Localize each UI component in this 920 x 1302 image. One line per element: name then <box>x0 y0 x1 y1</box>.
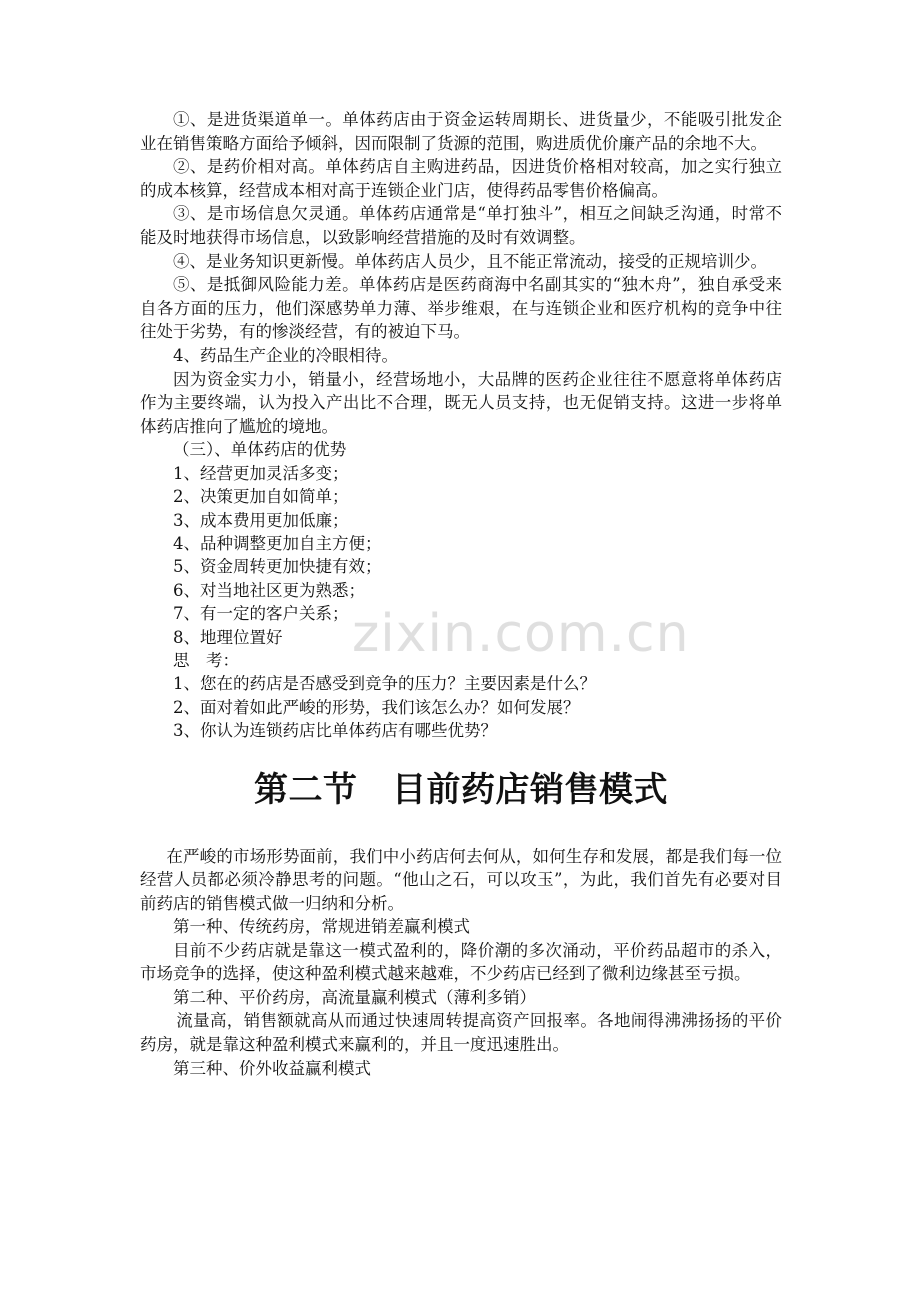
advantage-item: 8、地理位置好 <box>173 627 283 647</box>
section-sales-modes <box>140 845 782 1080</box>
advantage-item: 6、对当地社区更为熟悉； <box>173 580 365 600</box>
section-heading: 第二节 目前药店销售模式 <box>254 769 668 810</box>
watermark: zixin.com.cn <box>352 604 690 664</box>
thinking-label: 思 考： <box>173 650 239 670</box>
advantage-item: 4、品种调整更加自主方便； <box>173 533 382 553</box>
advantage-item: 3、成本费用更加低廉； <box>173 510 349 530</box>
mode-3-title: 第三种、价外收益赢利模式 <box>173 1058 371 1078</box>
document-page <box>140 108 782 1080</box>
intro-paragraph: 在严峻的市场形势面前，我们中小药店何去何从，如何生存和发展，都是我们每一位经营人员都必须冷静思考的问题。“他山之石，可以攻玉”，为此，我们首先有必要对目前药店的销售模式做一归纳和分析。 <box>140 846 782 913</box>
question-item: 3、你认为连锁药店比单体药店有哪些优势？ <box>173 721 497 741</box>
paragraph-point-3: ③、是市场信息欠灵通。单体药店通常是“单打独斗”，相互之间缺乏沟通，时常不能及时地获得市场信息，以致影响经营措施的及时有效调整。 <box>140 204 782 247</box>
paragraph-point-1: ①、是进货渠道单一。单体药店由于资金运转周期长、进货量少，不能吸引批发企业在销售策略方面给予倾斜，因而限制了货源的范围，购进质优价廉产品的余地不大。 <box>140 110 782 153</box>
paragraph-point-5: ⑤、是抵御风险能力差。单体药店是医药商海中名副其实的“独木舟”，独自承受来自各方面的压力，他们深感势单力薄、举步维艰，在与连锁企业和医疗机构的竞争中往往处于劣势，有的惨淡经营，有的被迫下马。 <box>140 275 782 342</box>
section-thinking <box>140 649 782 743</box>
paragraph-manufacturer-heading: 4、药品生产企业的冷眼相待。 <box>173 345 398 365</box>
advantage-item: 5、资金周转更加快捷有效； <box>173 557 382 577</box>
question-item: 1、您在的药店是否感受到竞争的压力？主要因素是什么？ <box>173 674 596 694</box>
advantage-item: 1、经营更加灵活多变； <box>173 463 349 483</box>
mode-1-text: 目前不少药店就是靠这一模式盈利的，降价潮的多次涌动，平价药品超市的杀入，市场竞争的选择，使这种盈利模式越来越难，不少药店已经到了微利边缘甚至亏损。 <box>140 940 782 984</box>
mode-2-title: 第二种、平价药房，高流量赢利模式（薄利多销） <box>173 987 536 1007</box>
mode-2-text: 流量高，销售额就高从而通过快速周转提高资产回报率。各地闹得沸沸扬扬的平价药房，就是靠这种盈利模式来赢利的，并且一度迅速胜出。 <box>140 1011 782 1054</box>
advantage-item: 2、决策更加自如简单； <box>173 487 349 507</box>
paragraph-point-2: ②、是药价相对高。单体药店自主购进药品，因进货价格相对较高，加之实行独立的成本核算，经营成本相对高于连锁企业门店，使得药品零售价格偏高。 <box>140 157 782 200</box>
advantages-heading: （三）、单体药店的优势 <box>173 440 347 460</box>
advantage-item: 7、有一定的客户关系； <box>173 604 349 624</box>
mode-1-title: 第一种、传统药房，常规进销差赢利模式 <box>173 917 470 937</box>
paragraph-manufacturer-text: 因为资金实力小，销量小，经营场地小，大品牌的医药企业往往不愿意将单体药店作为主要终端，认为投入产出比不合理，既无人员支持，也无促销支持。这进一步将单体药店推向了尴尬的境地。 <box>140 369 782 436</box>
question-item: 2、面对着如此严峻的形势，我们该怎么办？如何发展？ <box>173 697 580 717</box>
section-disadvantages <box>140 108 782 438</box>
section-advantages <box>140 438 782 649</box>
paragraph-point-4: ④、是业务知识更新慢。单体药店人员少，且不能正常流动，接受的正规培训少。 <box>173 251 767 271</box>
